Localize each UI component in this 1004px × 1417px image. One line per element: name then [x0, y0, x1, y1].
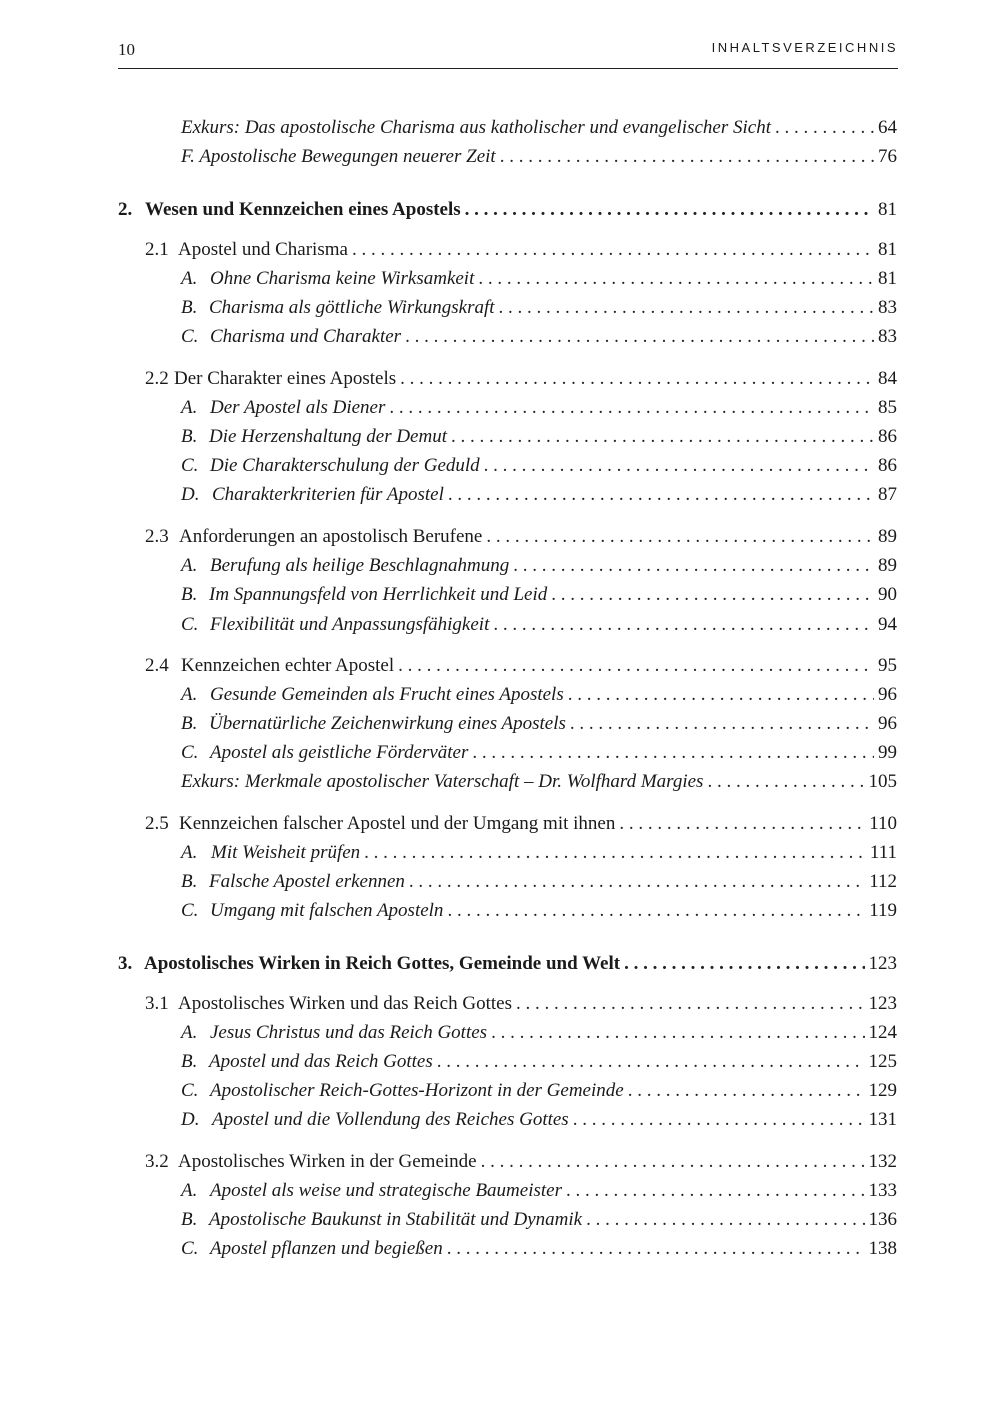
toc-page-number: 132 — [868, 1151, 897, 1172]
leader-dots — [516, 992, 865, 1016]
toc-subsection[interactable] — [181, 870, 897, 894]
toc-page-number: 125 — [868, 1051, 897, 1072]
toc-page-number: 64 — [878, 117, 897, 138]
leader-dots — [400, 367, 874, 391]
toc-subsection[interactable] — [181, 841, 897, 865]
toc-section[interactable] — [145, 654, 897, 678]
toc-page-number: 81 — [878, 239, 897, 260]
leader-dots — [586, 1208, 864, 1232]
leader-dots — [628, 1079, 865, 1103]
leader-dots — [568, 683, 874, 707]
toc-subsection-text: Ohne Charisma keine Wirksamkeit — [210, 268, 475, 289]
section-number: 2.4 — [145, 655, 169, 676]
toc-subsection-text: Apostel und die Vollendung des Reiches Gottes — [212, 1109, 569, 1130]
toc-page-number: 94 — [878, 614, 897, 635]
subsection-letter: B. — [181, 1209, 198, 1230]
toc-page-number: 87 — [878, 484, 897, 505]
chapter-number: 2. — [118, 199, 133, 220]
toc-entry-text: Exkurs: Merkmale apostolischer Vaterschaft – Dr. Wolfhard Margies — [181, 771, 704, 792]
toc-page-number: 89 — [878, 555, 897, 576]
toc-chapter[interactable] — [118, 952, 897, 976]
toc-page-number: 123 — [868, 993, 897, 1014]
toc-entry[interactable] — [181, 116, 897, 140]
toc-page-number: 123 — [868, 953, 897, 974]
leader-dots — [437, 1050, 865, 1074]
leader-dots — [409, 870, 865, 894]
toc-subsection[interactable] — [181, 683, 897, 707]
leader-dots — [447, 1237, 865, 1261]
subsection-letter: C. — [181, 1080, 199, 1101]
leader-dots — [484, 454, 874, 478]
toc-subsection[interactable] — [181, 483, 897, 507]
subsection-letter: A. — [181, 684, 198, 705]
toc-subsection[interactable] — [181, 583, 897, 607]
toc-page-number: 124 — [868, 1022, 897, 1043]
toc-entry-text: F. Apostolische Bewegungen neuerer Zeit — [181, 146, 496, 167]
subsection-letter: A. — [181, 1022, 198, 1043]
leader-dots — [499, 296, 874, 320]
toc-subsection[interactable] — [181, 899, 897, 923]
toc-section-text: Apostel und Charisma — [178, 239, 348, 260]
toc-page-number: 83 — [878, 297, 897, 318]
leader-dots — [448, 483, 874, 507]
toc-page-number: 96 — [878, 713, 897, 734]
toc-page-number: 86 — [878, 426, 897, 447]
toc-section-text: Kennzeichen falscher Apostel und der Umgang mit ihnen — [179, 813, 616, 834]
toc-page-number: 76 — [878, 146, 897, 167]
toc-subsection-text: Umgang mit falschen Aposteln — [210, 900, 444, 921]
subsection-letter: B. — [181, 713, 198, 734]
subsection-letter: A. — [181, 268, 198, 289]
toc-page-number: 81 — [878, 268, 897, 289]
toc-subsection-text: Apostolischer Reich-Gottes-Horizont in der Gemeinde — [210, 1080, 624, 1101]
subsection-letter: A. — [181, 397, 198, 418]
toc-subsection-text: Apostolische Baukunst in Stabilität und Dynamik — [209, 1209, 583, 1230]
toc-page-number: 112 — [869, 871, 897, 892]
toc-subsection[interactable] — [181, 425, 897, 449]
toc-subsection[interactable] — [181, 1021, 897, 1045]
leader-dots — [398, 654, 874, 678]
toc-page-number: 110 — [869, 813, 897, 834]
toc-subsection-text: Übernatürliche Zeichenwirkung eines Apostels — [209, 713, 566, 734]
toc-page-number: 83 — [878, 326, 897, 347]
toc-entry-text: Exkurs: Das apostolische Charisma aus katholischer und evangelischer Sicht — [181, 117, 771, 138]
toc-subsection-text: Im Spannungsfeld von Herrlichkeit und Leid — [209, 584, 548, 605]
toc-subsection[interactable] — [181, 454, 897, 478]
leader-dots — [405, 325, 874, 349]
leader-dots — [364, 841, 866, 865]
subsection-letter: B. — [181, 1051, 198, 1072]
leader-dots — [775, 116, 874, 140]
toc-page-number: 96 — [878, 684, 897, 705]
toc-section-text: Apostolisches Wirken in der Gemeinde — [178, 1151, 477, 1172]
subsection-letter: C. — [181, 900, 199, 921]
toc-subsection-text: Der Apostel als Diener — [210, 397, 386, 418]
subsection-letter: B. — [181, 584, 198, 605]
leader-dots — [551, 583, 874, 607]
leader-dots — [486, 525, 874, 549]
toc-subsection-text: Apostel als geistliche Förderväter — [210, 742, 469, 763]
leader-dots — [451, 425, 874, 449]
toc-subsection-text: Falsche Apostel erkennen — [209, 871, 405, 892]
leader-dots — [707, 770, 864, 794]
subsection-letter: B. — [181, 871, 198, 892]
subsection-letter: A. — [181, 1180, 198, 1201]
toc-page-number: 90 — [878, 584, 897, 605]
leader-dots — [491, 1021, 864, 1045]
leader-dots — [570, 712, 874, 736]
toc-subsection[interactable] — [181, 1208, 897, 1232]
toc-page-number: 136 — [868, 1209, 897, 1230]
toc-page-number: 111 — [869, 842, 897, 863]
toc-section-text: Apostolisches Wirken und das Reich Gottes — [178, 993, 512, 1014]
toc-subsection-text: Charisma und Charakter — [210, 326, 402, 347]
toc-subsection[interactable] — [181, 1050, 897, 1074]
toc-subsection-text: Charisma als göttliche Wirkungskraft — [209, 297, 495, 318]
leader-dots — [619, 812, 865, 836]
section-number: 2.2 — [145, 368, 169, 389]
toc-subsection[interactable] — [181, 613, 897, 637]
toc-page-number: 131 — [868, 1109, 897, 1130]
leader-dots — [493, 613, 874, 637]
leader-dots — [472, 741, 874, 765]
toc-page-number: 105 — [868, 771, 897, 792]
toc-entry[interactable] — [181, 145, 897, 169]
toc-section[interactable] — [145, 525, 897, 549]
toc-subsection-text: Die Charakterschulung der Geduld — [210, 455, 480, 476]
toc-page-number: 89 — [878, 526, 897, 547]
leader-dots — [447, 899, 865, 923]
leader-dots — [513, 554, 874, 578]
subsection-letter: C. — [181, 455, 199, 476]
toc-subsection[interactable] — [181, 325, 897, 349]
subsection-letter: C. — [181, 326, 199, 347]
toc-subsection-text: Apostel als weise und strategische Baumeister — [210, 1180, 562, 1201]
toc-chapter-text: 3. Apostolisches Wirken in Reich Gottes, Gemeinde und Welt — [118, 953, 621, 974]
subsection-letter: B. — [181, 297, 198, 318]
running-head: INHALTSVERZEICHNIS — [711, 40, 898, 55]
toc-page-number: 119 — [869, 900, 897, 921]
toc-page-number: 99 — [878, 742, 897, 763]
toc-subsection[interactable] — [181, 1079, 897, 1103]
toc-page-number: 84 — [878, 368, 897, 389]
subsection-letter: A. — [181, 555, 198, 576]
leader-dots — [389, 396, 874, 420]
section-number: 2.5 — [145, 813, 169, 834]
toc-page-number: 86 — [878, 455, 897, 476]
section-number: 3.1 — [145, 993, 169, 1014]
toc-subsection-text: Jesus Christus und das Reich Gottes — [210, 1022, 488, 1043]
section-number: 3.2 — [145, 1151, 169, 1172]
subsection-letter: D. — [181, 484, 200, 505]
toc-section-text: Anforderungen an apostolisch Berufene — [179, 526, 483, 547]
leader-dots — [352, 238, 874, 262]
page-number: 10 — [118, 40, 135, 59]
toc-section[interactable] — [145, 992, 897, 1016]
toc-entry[interactable] — [181, 770, 897, 794]
toc-page-number: 129 — [868, 1080, 897, 1101]
toc-section[interactable] — [145, 1150, 897, 1174]
subsection-letter: B. — [181, 426, 198, 447]
toc-page-number: 138 — [868, 1238, 897, 1259]
section-number: 2.1 — [145, 239, 169, 260]
toc-subsection-text: Apostel und das Reich Gottes — [209, 1051, 433, 1072]
subsection-letter: A. — [181, 842, 198, 863]
toc-subsection-text: Charakterkriterien für Apostel — [212, 484, 444, 505]
leader-dots — [566, 1179, 865, 1203]
toc-section[interactable] — [145, 367, 897, 391]
subsection-letter: C. — [181, 742, 199, 763]
toc-page-number: 133 — [868, 1180, 897, 1201]
toc-subsection[interactable] — [181, 712, 897, 736]
toc-subsection-text: Mit Weisheit prüfen — [211, 842, 361, 863]
toc-subsection[interactable] — [181, 396, 897, 420]
page-header — [118, 40, 898, 69]
toc-chapter[interactable] — [118, 198, 897, 222]
toc-subsection[interactable] — [181, 267, 897, 291]
leader-dots — [478, 267, 874, 291]
toc-subsection-text: Berufung als heilige Beschlagnahmung — [210, 555, 510, 576]
toc-subsection-text: Apostel pflanzen und begießen — [210, 1238, 443, 1259]
leader-dots — [500, 145, 874, 169]
leader-dots — [624, 952, 864, 976]
leader-dots — [481, 1150, 865, 1174]
toc-subsection-text: Gesunde Gemeinden als Frucht eines Apostels — [210, 684, 564, 705]
leader-dots — [465, 198, 874, 222]
toc-section[interactable] — [145, 812, 897, 836]
toc-page-number: 81 — [878, 199, 897, 220]
toc-subsection-text: Die Herzenshaltung der Demut — [209, 426, 447, 447]
toc-page-number: 85 — [878, 397, 897, 418]
toc-section[interactable] — [145, 238, 897, 262]
toc-subsection[interactable] — [181, 296, 897, 320]
toc-subsection-text: Flexibilität und Anpassungsfähigkeit — [210, 614, 490, 635]
toc-page-number: 95 — [878, 655, 897, 676]
toc-section-text: Kennzeichen echter Apostel — [181, 655, 395, 676]
section-number: 2.3 — [145, 526, 169, 547]
subsection-letter: C. — [181, 1238, 199, 1259]
subsection-letter: C. — [181, 614, 199, 635]
toc-subsection[interactable] — [181, 741, 897, 765]
leader-dots — [573, 1108, 865, 1132]
toc-subsection[interactable] — [181, 1179, 897, 1203]
toc-subsection[interactable] — [181, 1237, 897, 1261]
toc-subsection[interactable] — [181, 554, 897, 578]
toc-chapter-text: 2. Wesen und Kennzeichen eines Apostels — [118, 199, 461, 220]
subsection-letter: D. — [181, 1109, 200, 1130]
chapter-number: 3. — [118, 953, 133, 974]
toc-section-text: Der Charakter eines Apostels — [174, 368, 397, 389]
toc-subsection[interactable] — [181, 1108, 897, 1132]
